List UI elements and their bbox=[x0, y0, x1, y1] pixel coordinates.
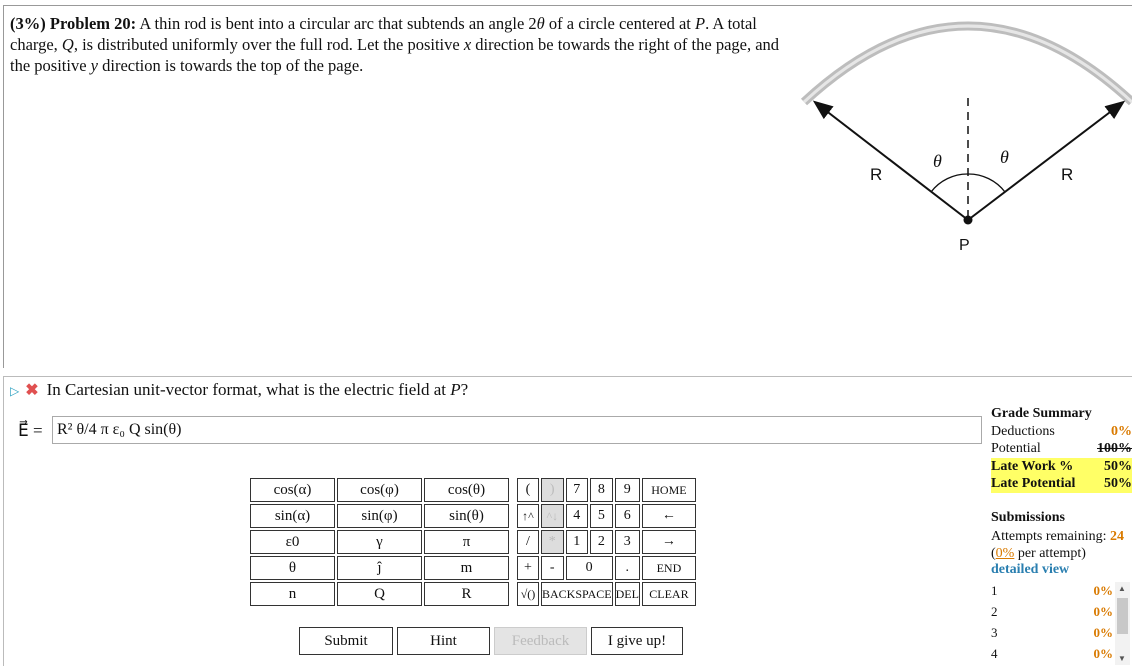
submission-row bbox=[991, 643, 1113, 664]
key-subscript[interactable]: ^↓ bbox=[541, 504, 564, 528]
problem-text-6: direction is towards the top of the page. bbox=[97, 56, 364, 75]
feedback-button[interactable]: Feedback bbox=[494, 627, 587, 655]
submission-list bbox=[991, 580, 1113, 664]
key-cos-alpha[interactable]: cos(α) bbox=[250, 478, 335, 502]
key-n[interactable]: n bbox=[250, 582, 335, 606]
hint-button[interactable]: Hint bbox=[397, 627, 490, 655]
key-gamma[interactable]: γ bbox=[337, 530, 422, 554]
potential-row bbox=[991, 440, 1132, 458]
problem-text-2: of a circle centered at bbox=[544, 14, 695, 33]
key-decimal[interactable]: . bbox=[615, 556, 640, 580]
attempts-info: Attempts remaining: 24 (0% per attempt) bbox=[991, 529, 1124, 561]
submission-scrollbar[interactable] bbox=[1115, 582, 1130, 665]
submissions-title: Submissions bbox=[991, 510, 1065, 525]
detailed-view-link[interactable]: detailed view bbox=[991, 562, 1070, 577]
key-3[interactable]: 3 bbox=[615, 530, 640, 554]
question-mark: ? bbox=[460, 380, 469, 399]
key-4[interactable]: 4 bbox=[566, 504, 589, 528]
late-potential-label: Late Potential bbox=[991, 476, 1076, 491]
label-theta-left: θ bbox=[933, 151, 942, 171]
per-attempt-value: 0% bbox=[995, 546, 1015, 561]
key-sin-phi[interactable]: sin(φ) bbox=[337, 504, 422, 528]
grade-summary bbox=[991, 405, 1132, 493]
question-line bbox=[10, 380, 468, 400]
problem-y: y bbox=[90, 56, 98, 75]
deductions-value: 0% bbox=[1111, 423, 1132, 439]
key-9[interactable]: 9 bbox=[615, 478, 640, 502]
key-left-arrow[interactable]: ← bbox=[642, 504, 696, 528]
radius-line-left bbox=[816, 103, 968, 220]
submission-number: 4 bbox=[991, 646, 998, 661]
problem-x: x bbox=[463, 35, 472, 54]
potential-label: Potential bbox=[991, 441, 1041, 456]
key-cos-phi[interactable]: cos(φ) bbox=[337, 478, 422, 502]
give-up-button[interactable]: I give up! bbox=[591, 627, 683, 655]
answer-label: E⃗ = bbox=[18, 421, 43, 440]
submission-percent: 0% bbox=[1093, 583, 1113, 598]
key-8[interactable]: 8 bbox=[590, 478, 613, 502]
key-plus[interactable]: + bbox=[517, 556, 539, 580]
per-attempt-label: per attempt) bbox=[1017, 546, 1086, 561]
key-pi[interactable]: π bbox=[424, 530, 509, 554]
question-text: In Cartesian unit-vector format, what is the electric field at bbox=[46, 380, 451, 399]
key-open-paren[interactable]: ( bbox=[517, 478, 539, 502]
scroll-up-icon[interactable]: ▲ bbox=[1118, 584, 1126, 593]
submit-button[interactable]: Submit bbox=[299, 627, 393, 655]
late-work-label: Late Work % bbox=[991, 458, 1074, 474]
key-q[interactable]: Q bbox=[337, 582, 422, 606]
arc-figure bbox=[780, 10, 1132, 260]
key-close-paren[interactable]: ) bbox=[541, 478, 564, 502]
label-r-left: R bbox=[870, 165, 883, 184]
theta-arc-right bbox=[968, 174, 1005, 192]
late-potential-row bbox=[991, 475, 1132, 493]
submission-percent: 0% bbox=[1093, 625, 1113, 640]
key-2[interactable]: 2 bbox=[590, 530, 613, 554]
question-p: P bbox=[450, 380, 461, 399]
key-cos-theta[interactable]: cos(θ) bbox=[424, 478, 509, 502]
problem-text-1: A thin rod is bent into a circular arc that subtends an angle 2 bbox=[139, 14, 537, 33]
problem-text-5: direction be towards the right of the page, and the positive bbox=[10, 35, 780, 75]
scroll-down-icon[interactable]: ▼ bbox=[1118, 654, 1126, 663]
key-6[interactable]: 6 bbox=[615, 504, 640, 528]
problem-text-3: . A total charge, bbox=[10, 14, 757, 54]
key-minus[interactable]: - bbox=[541, 556, 564, 580]
radius-line-right bbox=[968, 103, 1122, 220]
charged-rod-highlight bbox=[804, 26, 1132, 102]
problem-theta: θ bbox=[536, 14, 545, 33]
label-r-right: R bbox=[1061, 165, 1074, 184]
key-sqrt[interactable]: √() bbox=[517, 582, 539, 606]
theta-arc-left bbox=[931, 174, 968, 192]
potential-value: 100% bbox=[1097, 441, 1132, 456]
play-icon[interactable]: ▷ bbox=[10, 384, 20, 398]
number-keypad bbox=[515, 476, 698, 608]
submission-row bbox=[991, 580, 1113, 601]
problem-p: P bbox=[695, 14, 706, 33]
key-divide[interactable]: / bbox=[517, 530, 539, 554]
problem-number: (3%) Problem 20: bbox=[10, 14, 137, 33]
late-work-row bbox=[991, 458, 1132, 476]
key-j-hat[interactable]: ĵ bbox=[337, 556, 422, 580]
key-clear[interactable]: CLEAR bbox=[642, 582, 696, 606]
label-p: P bbox=[959, 237, 970, 254]
key-5[interactable]: 5 bbox=[590, 504, 613, 528]
key-sin-alpha[interactable]: sin(α) bbox=[250, 504, 335, 528]
incorrect-x-icon: ✖ bbox=[25, 382, 39, 399]
key-home[interactable]: HOME bbox=[642, 478, 696, 502]
submission-number: 2 bbox=[991, 604, 998, 619]
label-theta-right: θ bbox=[1000, 147, 1009, 167]
deductions-row bbox=[991, 423, 1132, 441]
submission-number: 3 bbox=[991, 625, 998, 640]
submission-number: 1 bbox=[991, 583, 998, 598]
key-m[interactable]: m bbox=[424, 556, 509, 580]
attempts-value: 24 bbox=[1109, 529, 1124, 544]
problem-text-4: , is distributed uniformly over the full rod. Let the positive bbox=[73, 35, 464, 54]
function-keypad bbox=[248, 476, 511, 608]
submission-percent: 0% bbox=[1093, 646, 1113, 661]
key-backspace[interactable]: BACKSPACE bbox=[541, 582, 613, 606]
answer-input[interactable]: R² θ/4 π ε₀ Q sin(θ) bbox=[52, 416, 982, 444]
key-superscript[interactable]: ↑^ bbox=[517, 504, 539, 528]
key-7[interactable]: 7 bbox=[566, 478, 589, 502]
grade-summary-title: Grade Summary bbox=[991, 406, 1092, 421]
key-1[interactable]: 1 bbox=[566, 530, 589, 554]
key-multiply[interactable]: * bbox=[541, 530, 564, 554]
key-end[interactable]: END bbox=[642, 556, 696, 580]
key-theta[interactable]: θ bbox=[250, 556, 335, 580]
key-right-arrow[interactable]: → bbox=[642, 530, 696, 554]
key-epsilon0[interactable]: ε0 bbox=[250, 530, 335, 554]
key-del[interactable]: DEL bbox=[615, 582, 640, 606]
late-work-value: 50% bbox=[1104, 458, 1132, 474]
submission-row bbox=[991, 601, 1113, 622]
problem-q: Q bbox=[61, 35, 74, 54]
key-0[interactable]: 0 bbox=[566, 556, 613, 580]
submission-percent: 0% bbox=[1093, 604, 1113, 619]
submission-row bbox=[991, 622, 1113, 643]
late-potential-value: 50% bbox=[1104, 476, 1132, 491]
point-p-dot bbox=[964, 216, 973, 225]
attempts-label: Attempts remaining: bbox=[991, 529, 1107, 544]
problem-statement bbox=[10, 13, 800, 76]
key-sin-theta[interactable]: sin(θ) bbox=[424, 504, 509, 528]
key-r[interactable]: R bbox=[424, 582, 509, 606]
deductions-label: Deductions bbox=[991, 423, 1055, 439]
scroll-thumb[interactable] bbox=[1117, 598, 1128, 634]
